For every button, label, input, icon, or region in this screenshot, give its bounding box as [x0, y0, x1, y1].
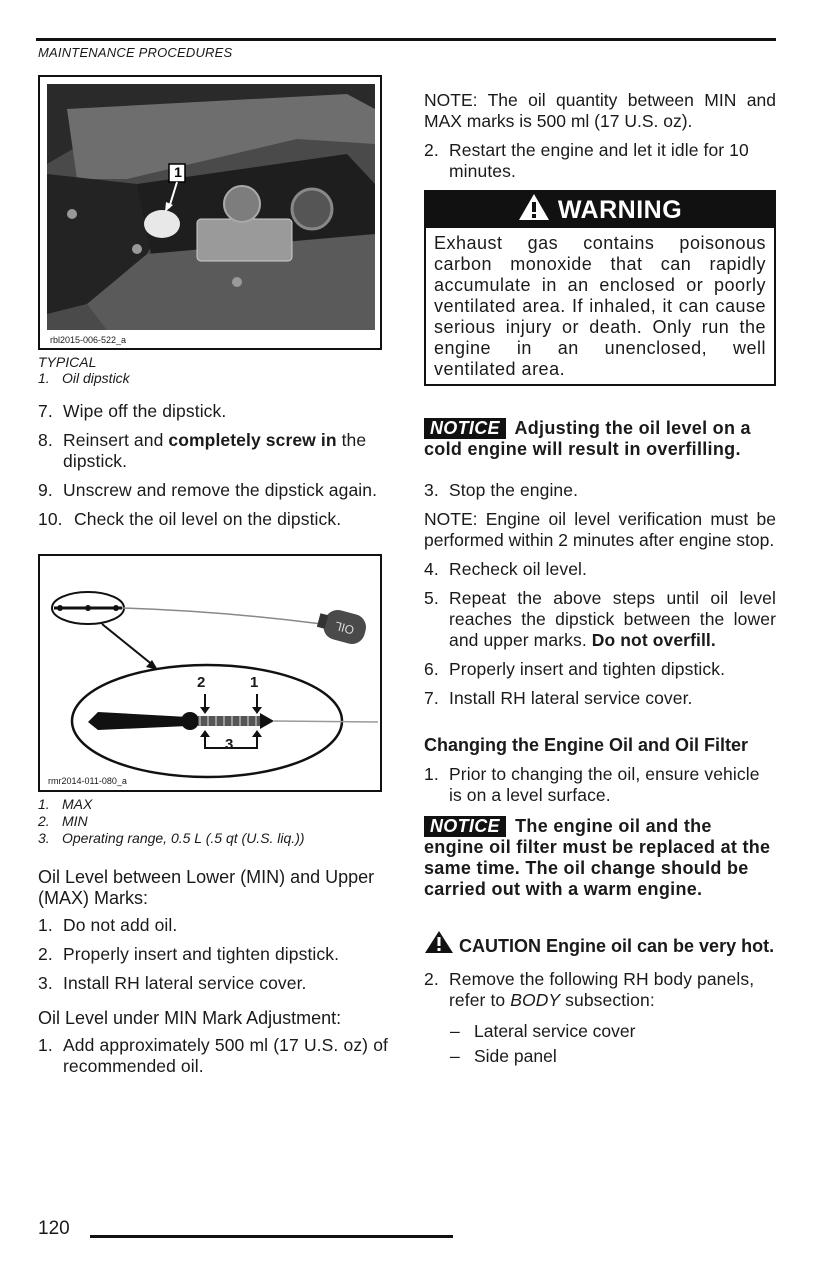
step-item: 9. Unscrew and remove the dipstick again.	[38, 480, 378, 500]
figure-oil-dipstick-photo	[38, 75, 382, 350]
caution-label: CAUTION	[459, 936, 542, 956]
caption-title: TYPICAL	[38, 354, 97, 370]
sub-list-item: – Lateral service cover	[450, 1021, 636, 1041]
page-number: 120	[38, 1218, 70, 1239]
left-steps	[38, 401, 388, 530]
step-item: 7. Install RH lateral service cover.	[424, 688, 693, 708]
step-item: 2. Restart the engine and let it idle for 10 minutes.	[424, 140, 749, 181]
notice: NOTICE The engine oil and the engine oil filter must be replaced at the same time. The oil change should be carried out with a warm engine.	[424, 816, 771, 899]
header-rule	[36, 38, 776, 41]
right-column	[424, 90, 776, 1069]
warning-box	[424, 190, 776, 386]
step-item: 8. Reinsert and completely screw in the dipstick.	[38, 430, 367, 471]
notice: NOTICE Adjusting the oil level on a cold engine will result in overfilling.	[424, 418, 751, 459]
step-item: 3. Stop the engine.	[424, 480, 579, 500]
warning-title: WARNING	[557, 195, 683, 224]
caption-item: 1. Oil dipstick	[38, 370, 130, 386]
figure2-captions	[38, 796, 388, 847]
left-column	[38, 75, 388, 1085]
step-item: 5. Repeat the above steps until oil level reaches the dipstick between the lower and upper marks. Do not overfill.	[424, 588, 776, 650]
caution: CAUTION Engine oil can be very hot.	[424, 930, 776, 959]
figure-ref: rmr2014-011-080_a	[48, 776, 127, 786]
step-item: 7. Wipe off the dipstick.	[38, 401, 227, 421]
section-heading: Changing the Engine Oil and Oil Filter	[424, 735, 749, 755]
step-item: 4. Recheck oil level.	[424, 559, 587, 579]
warning-triangle-icon	[518, 193, 550, 228]
callout-1: 1	[174, 164, 182, 180]
step-item: 1. Prior to changing the oil, ensure vehicle is on a level surface.	[424, 764, 760, 805]
callout-3: 3	[225, 736, 234, 753]
notice-tag: NOTICE	[424, 816, 506, 837]
section-heading: Oil Level between Lower (MIN) and Upper (MAX) Marks:	[38, 867, 375, 908]
step-item: 10. Check the oil level on the dipstick.	[38, 509, 342, 529]
step-item: 2. Remove the following RH body panels, refer to BODY subsection:	[424, 969, 755, 1010]
step-item: 3. Install RH lateral service cover.	[38, 973, 307, 993]
note: NOTE: Engine oil level verification must be performed within 2 minutes after engine stop.	[424, 509, 776, 550]
oil-cap-label: OIL	[333, 618, 356, 638]
step-item: 6. Properly insert and tighten dipstick.	[424, 659, 726, 679]
sub-list-item: – Side panel	[450, 1046, 557, 1066]
footer-rule	[90, 1235, 453, 1238]
note: NOTE: The oil quantity between MIN and MAX marks is 500 ml (17 U.S. oz).	[424, 90, 776, 131]
caution-triangle-icon	[424, 930, 454, 959]
step-item: 1. Add approximately 500 ml (17 U.S. oz) of recommended oil.	[38, 1035, 388, 1076]
step-item: 2. Properly insert and tighten dipstick.	[38, 944, 340, 964]
engine-photo	[47, 84, 375, 330]
warning-header	[426, 192, 774, 228]
section-header: MAINTENANCE PROCEDURES	[38, 45, 233, 60]
step-item: 1. Do not add oil.	[38, 915, 178, 935]
engine-photo-illustration	[47, 84, 375, 330]
section-heading: Oil Level under MIN Mark Adjustment:	[38, 1008, 342, 1028]
figure-ref: rbl2015-006-522_a	[50, 335, 127, 345]
caption-item: 3. Operating range, 0.5 L (.5 qt (U.S. liq.))	[38, 830, 305, 846]
notice-tag: NOTICE	[424, 418, 506, 439]
callout-1: 1	[250, 674, 259, 691]
callout-2: 2	[197, 674, 206, 691]
sub-list	[450, 1019, 776, 1069]
caption-item: 1. MAX	[38, 796, 93, 812]
figure-dipstick-marks	[38, 554, 382, 792]
warning-text: Exhaust gas contains poisonous carbon monoxide that can rapidly accumulate in an enclosed or poorly ventilated area. If inhaled, it can cause serious injury or death. Only run the engine in an unenclosed, well ventilated area.	[434, 233, 766, 379]
dipstick-diagram	[40, 556, 380, 790]
caption-item: 2. MIN	[38, 813, 88, 829]
